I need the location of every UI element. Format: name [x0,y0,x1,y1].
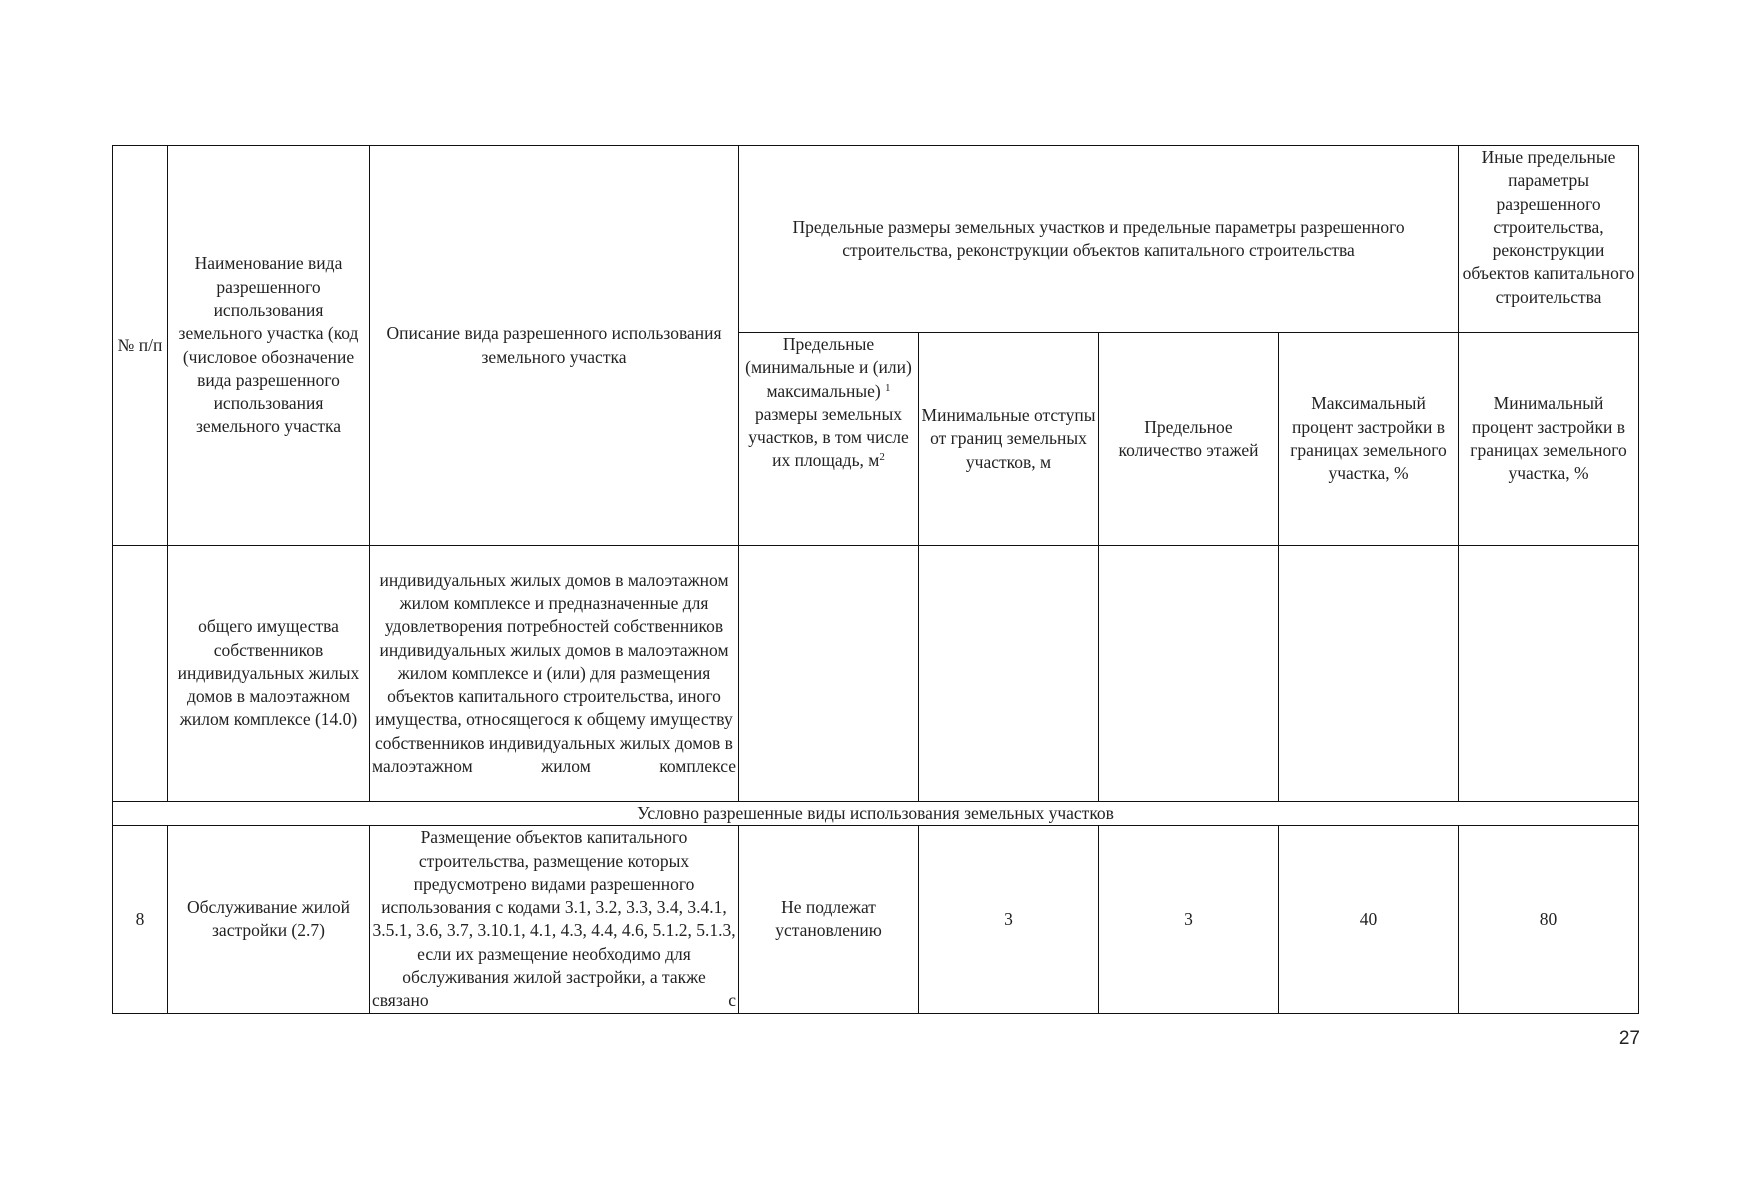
header-col-setbacks: Минимальные отступы от границ земельных участков, м [919,333,1099,546]
zoning-regulations-table [112,145,1639,1014]
continued-min-pct [1459,546,1639,802]
section-row [113,802,1639,826]
table-header-row [113,146,1639,333]
table-row [113,826,1639,1013]
continued-floors [1099,546,1279,802]
header-col-sizes-text2: размеры земельных участков, в том числе их площадь, м [748,403,909,471]
header-num: № п/п [113,146,168,546]
header-description: Описание вида разрешенного использования земельного участка [370,146,739,546]
header-col-sizes [739,333,919,546]
section-title: Условно разрешенные виды использования земельных участков [113,802,1639,826]
page-number: 27 [1618,1028,1640,1049]
header-col-floors: Предельное количество этажей [1099,333,1279,546]
header-name: Наименование вида разрешенного использования земельного участка (код (числовое обозначение вида разрешенного использования земельного участка [168,146,370,546]
footnote-1: 1 [885,381,891,394]
header-other-group: Иные предельные параметры разрешенного строительства, реконструкции объектов капитального строительства [1459,146,1639,333]
row8-min-pct: 80 [1459,826,1639,1013]
continued-name: общего имущества собственников индивидуальных жилых домов в малоэтажном жилом комплексе (14.0) [168,546,370,802]
header-col-max-pct: Максимальный процент застройки в границах земельного участка, % [1279,333,1459,546]
row8-description: Размещение объектов капитального строительства, размещение которых предусмотрено видами разрешенного использования с кодами 3.1, 3.2, 3.3, 3.4, 3.4.1, 3.5.1, 3.6, 3.7, 3.10.1, 4.1, 4.3, 4.4, 4.6, 5.1.2, 5.1.3, если их размещение необходимо для обслуживания жилой застройки, а также связано с [370,826,739,1013]
continued-num [113,546,168,802]
continued-description: индивидуальных жилых домов в малоэтажном жилом комплексе и предназначенные для удовлетворения потребностей собственников индивидуальных жилых домов в малоэтажном жилом комплексе и (или) для размещения объектов капитального строительства, иного имущества, относящегося к общему имуществу собственников индивидуальных жилых домов в малоэтажном жилом комплексе [370,546,739,802]
header-col-min-pct: Минимальный процент застройки в границах земельного участка, % [1459,333,1639,546]
row8-num: 8 [113,826,168,1013]
header-col-sizes-text: Предельные (минимальные и (или) максимальные) [745,334,912,401]
row8-floors: 3 [1099,826,1279,1013]
row8-sizes: Не подлежат установлению [739,826,919,1013]
continued-sizes [739,546,919,802]
table-row [113,546,1639,802]
row8-max-pct: 40 [1279,826,1459,1013]
continued-max-pct [1279,546,1459,802]
header-limits-group: Предельные размеры земельных участков и предельные параметры разрешенного строительства, реконструкции объектов капитального строительства [739,146,1459,333]
continued-setbacks [919,546,1099,802]
superscript-2: 2 [879,451,885,464]
row8-name: Обслуживание жилой застройки (2.7) [168,826,370,1013]
row8-setbacks: 3 [919,826,1099,1013]
